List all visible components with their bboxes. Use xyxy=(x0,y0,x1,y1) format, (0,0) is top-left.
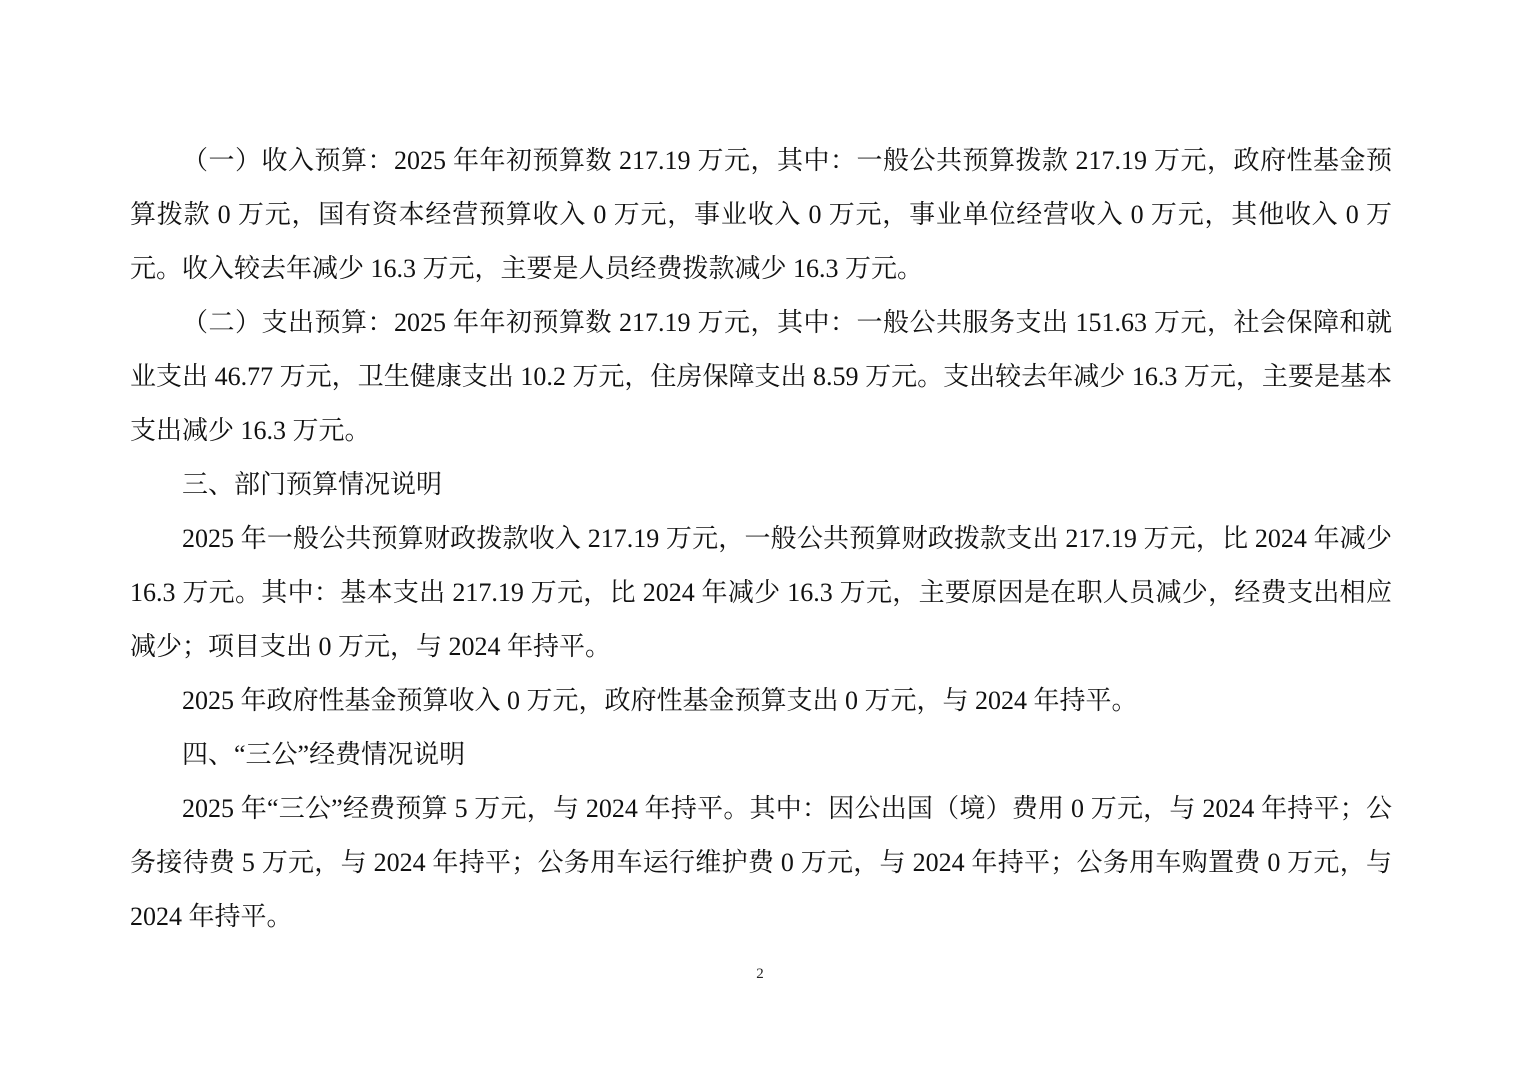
income-budget-paragraph: （一）收入预算：2025 年年初预算数 217.19 万元，其中：一般公共预算拨款 217.19 万元，政府性基金预算拨款 0 万元，国有资本经营预算收入 0 万元，事业收入 0 万元，事业单位经营收入 0 万元，其他收入 0 万元。收入较去年减少 16.3 万元，主要是人员经费拨款减少 16.3 万元。 xyxy=(130,146,1392,283)
section-heading-department-budget: 三、部门预算情况说明 xyxy=(182,470,443,499)
page-number: 2 xyxy=(756,966,764,982)
general-public-budget-paragraph: 2025 年一般公共预算财政拨款收入 217.19 万元，一般公共预算财政拨款支出 217.19 万元，比 2024 年减少 16.3 万元。其中：基本支出 217.19 万元，比 2024 年减少 16.3 万元，主要原因是在职人员减少，经费支出相应减少；项目支出 0 万元，与 2024 年持平。 xyxy=(130,524,1392,661)
section-heading-three-public-expenses: 四、“三公”经费情况说明 xyxy=(182,740,466,769)
three-public-expenses-paragraph: 2025 年“三公”经费预算 5 万元，与 2024 年持平。其中：因公出国（境）费用 0 万元，与 2024 年持平；公务接待费 5 万元，与 2024 年持平；公务用车运行维护费 0 万元，与 2024 年持平；公务用车购置费 0 万元，与 2024 年持平。 xyxy=(130,794,1392,931)
document-body xyxy=(130,134,1392,944)
government-fund-budget-paragraph: 2025 年政府性基金预算收入 0 万元，政府性基金预算支出 0 万元，与 2024 年持平。 xyxy=(182,686,1138,715)
expenditure-budget-paragraph: （二）支出预算：2025 年年初预算数 217.19 万元，其中：一般公共服务支出 151.63 万元，社会保障和就业支出 46.77 万元，卫生健康支出 10.2 万元，住房保障支出 8.59 万元。支出较去年减少 16.3 万元，主要是基本支出减少 16.3 万元。 xyxy=(130,308,1392,445)
